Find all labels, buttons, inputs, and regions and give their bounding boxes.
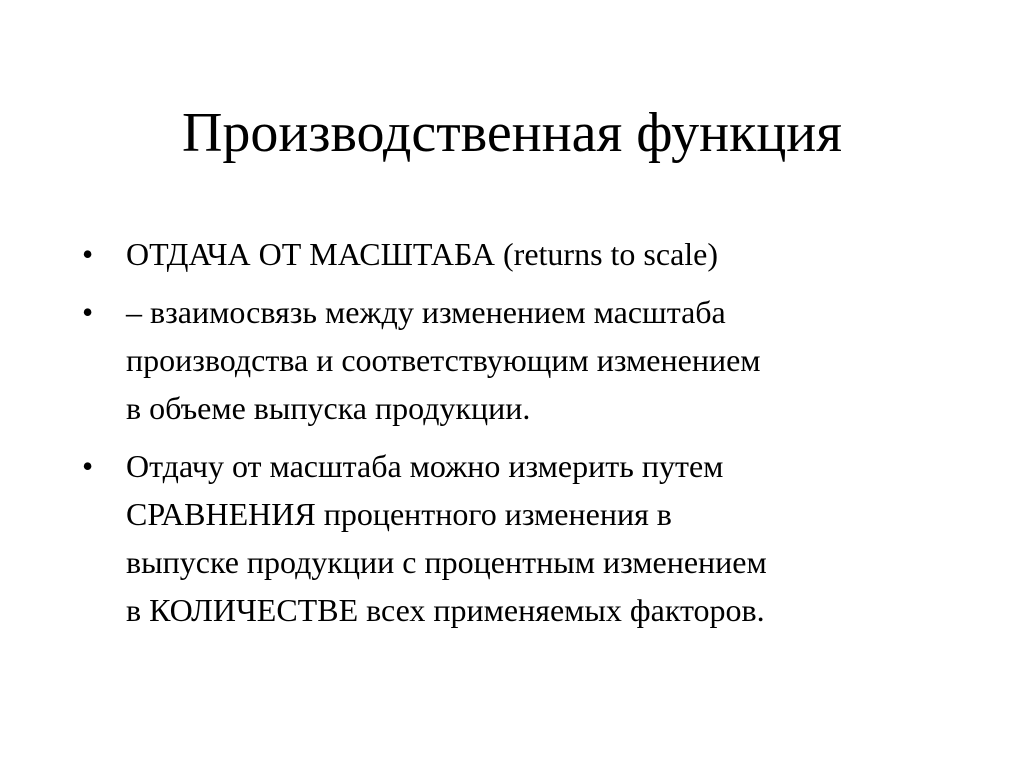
slide-title: Производственная функция <box>181 102 843 164</box>
bullet-text-line: – взаимосвязь между изменением масштаба <box>126 294 726 330</box>
bullet-text-line: СРАВНЕНИЯ процентного изменения в <box>126 496 672 532</box>
bullet-dot-icon: • <box>82 294 94 330</box>
bullet-text-line: ОТДАЧА ОТ МАСШТАБА (returns to scale) <box>126 236 719 272</box>
bullet-dot-icon: • <box>82 448 94 484</box>
bullet-item-returns-to-scale <box>82 230 962 278</box>
bullet-text-line: в объеме выпуска продукции. <box>126 390 531 426</box>
bullet-item-measurement <box>82 442 962 634</box>
bullet-text-line: Отдачу от масштаба можно измерить путем <box>126 448 724 484</box>
bullet-text-line: в КОЛИЧЕСТВЕ всех применяемых факторов. <box>126 592 765 628</box>
bullet-text-line: выпуске продукции с процентным изменением <box>126 544 767 580</box>
bullet-list <box>82 230 962 644</box>
bullet-dot-icon: • <box>82 236 94 272</box>
bullet-text-line: производства и соответствующим изменением <box>126 342 761 378</box>
bullet-item-definition <box>82 288 962 432</box>
